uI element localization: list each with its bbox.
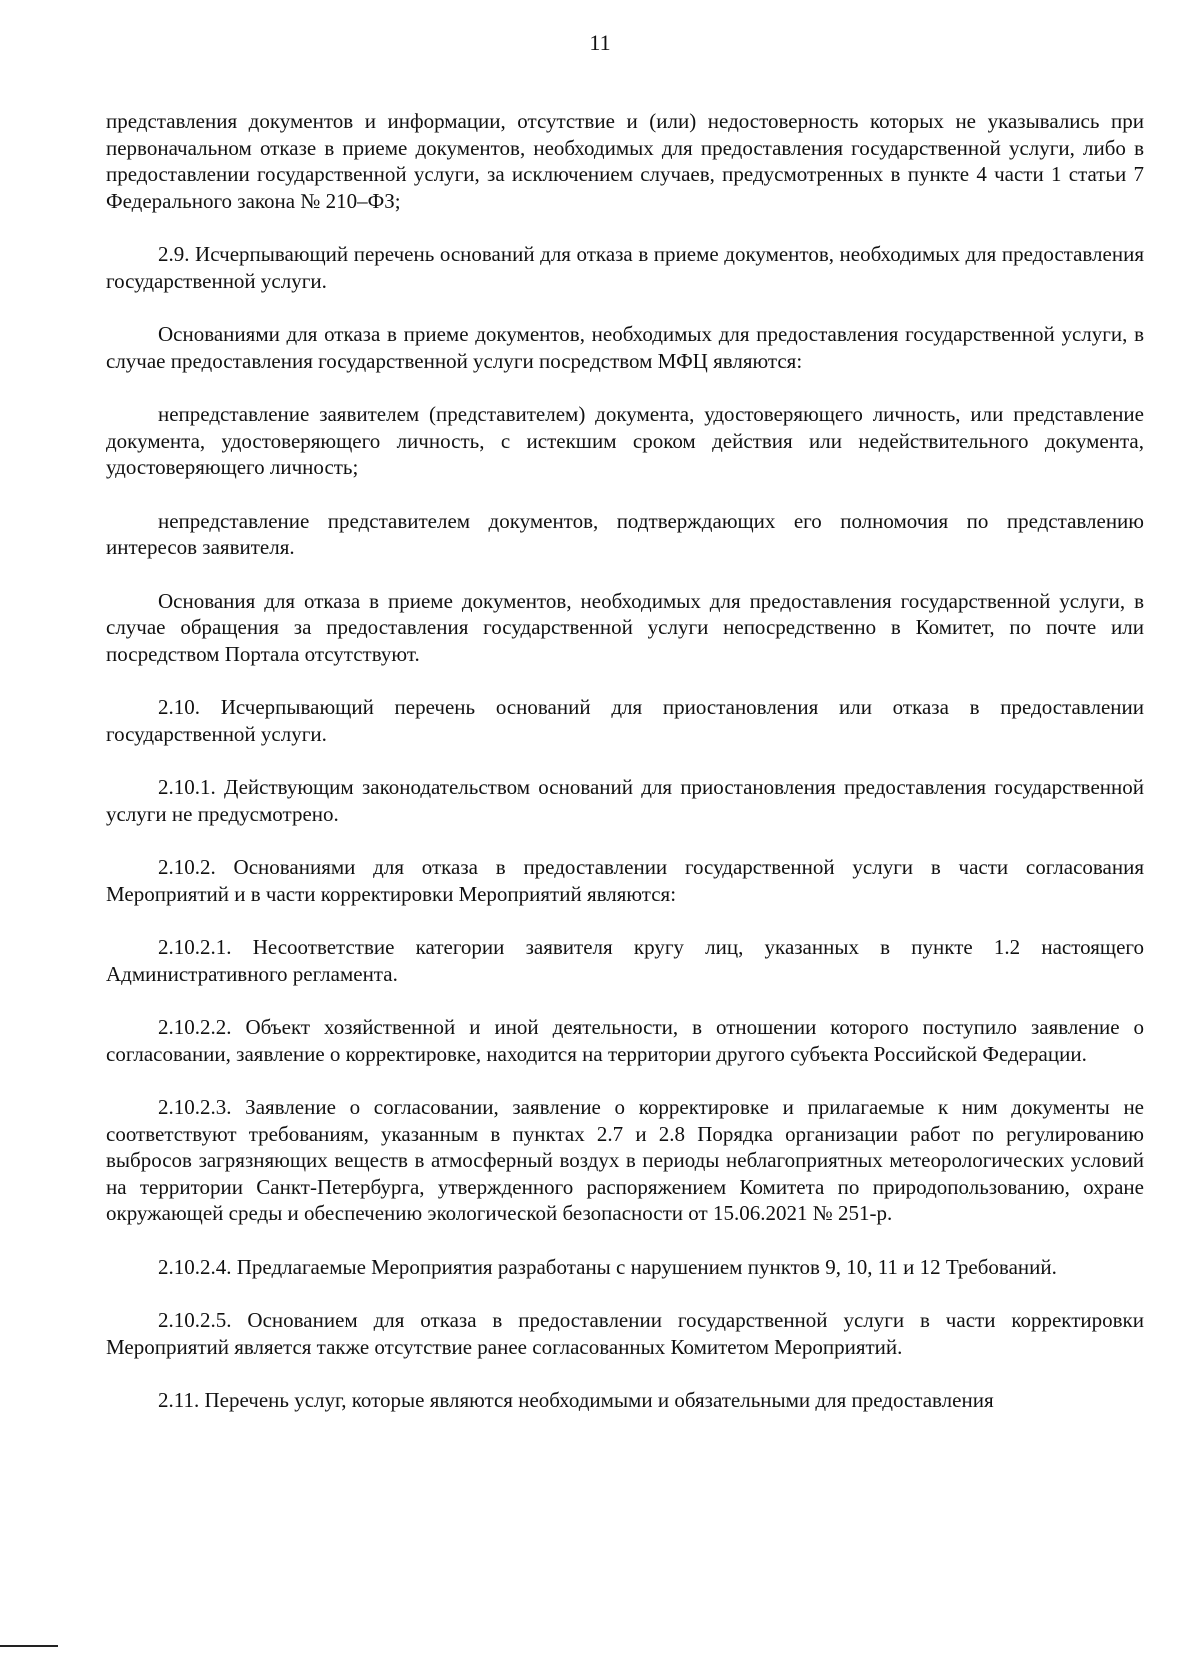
paragraph-2-11-heading: 2.11. Перечень услуг, которые являются необходимыми и обязательными для предоставления (158, 1388, 994, 1412)
paragraph-2-10-2-1: 2.10.2.1. Несоответствие категории заявителя кругу лиц, указанных в пункте 1.2 настоящего Административного регламента. (106, 935, 1144, 986)
paragraph-identity-document: непредставление заявителем (представителем) документа, удостоверяющего личность, или представление документа, удостоверяющего личность, с истекшим сроком действия или недействительного документа, удостоверяющего личность; (106, 402, 1144, 479)
paragraph-representative-authority: непредставление представителем документов, подтверждающих его полномочия по представлению интересов заявителя. (106, 508, 1144, 559)
page-number: 11 (589, 30, 611, 55)
paragraph-2-10-1: 2.10.1. Действующим законодательством оснований для приостановления предоставления государственной услуги не предусмотрено. (106, 775, 1144, 826)
paragraph-2-10-2-5: 2.10.2.5. Основанием для отказа в предоставлении государственной услуги в части корректировки Мероприятий является также отсутствие ранее согласованных Комитетом Мероприятий. (106, 1308, 1144, 1359)
paragraph-2-10-2-3: 2.10.2.3. Заявление о согласовании, заявление о корректировке и прилагаемые к ним документы не соответствуют требованиям, указанным в пунктах 2.7 и 2.8 Порядка организации работ по регулированию выбросов загрязняющих веществ в атмосферный воздух в периоды неблагоприятных метеорологических условий на территории Санкт-Петербурга, утвержденного распоряжением Комитета по природопользованию, охране окружающей среды и обеспечению экологической безопасности от 15.06.2021 № 251-р. (106, 1095, 1144, 1225)
scan-edge-mark (0, 1645, 58, 1647)
paragraph-mfc-grounds: Основаниями для отказа в приеме документов, необходимых для предоставления государственной услуги, в случае предоставления государственной услуги посредством МФЦ являются: (106, 322, 1144, 373)
paragraph-continuation: представления документов и информации, отсутствие и (или) недостоверность которых не указывались при первоначальном отказе в приеме документов, необходимых для предоставления государственной услуги, либо в предоставлении государственной услуги, за исключением случаев, предусмотренных в пункте 4 части 1 статьи 7 Федерального закона № 210–ФЗ; (106, 109, 1144, 213)
document-body (106, 108, 1144, 1414)
paragraph-2-10-2-2: 2.10.2.2. Объект хозяйственной и иной деятельности, в отношении которого поступило заявление о согласовании, заявление о корректировке, находится на территории другого субъекта Российской Федерации. (106, 1015, 1144, 1066)
paragraph-2-10-2-4: 2.10.2.4. Предлагаемые Мероприятия разработаны с нарушением пунктов 9, 10, 11 и 12 Требований. (158, 1254, 1057, 1279)
paragraph-2-9-heading: 2.9. Исчерпывающий перечень оснований для отказа в приеме документов, необходимых для предоставления государственной услуги. (106, 242, 1144, 293)
paragraph-2-10-heading: 2.10. Исчерпывающий перечень оснований для приостановления или отказа в предоставлении государственной услуги. (106, 695, 1144, 746)
paragraph-2-10-2: 2.10.2. Основаниями для отказа в предоставлении государственной услуги в части согласования Мероприятий и в части корректировки Мероприятий являются: (106, 855, 1144, 906)
paragraph-committee-grounds: Основания для отказа в приеме документов, необходимых для предоставления государственной услуги, в случае обращения за предоставления государственной услуги непосредственно в Комитет, по почте или посредством Портала отсутствуют. (106, 588, 1144, 666)
